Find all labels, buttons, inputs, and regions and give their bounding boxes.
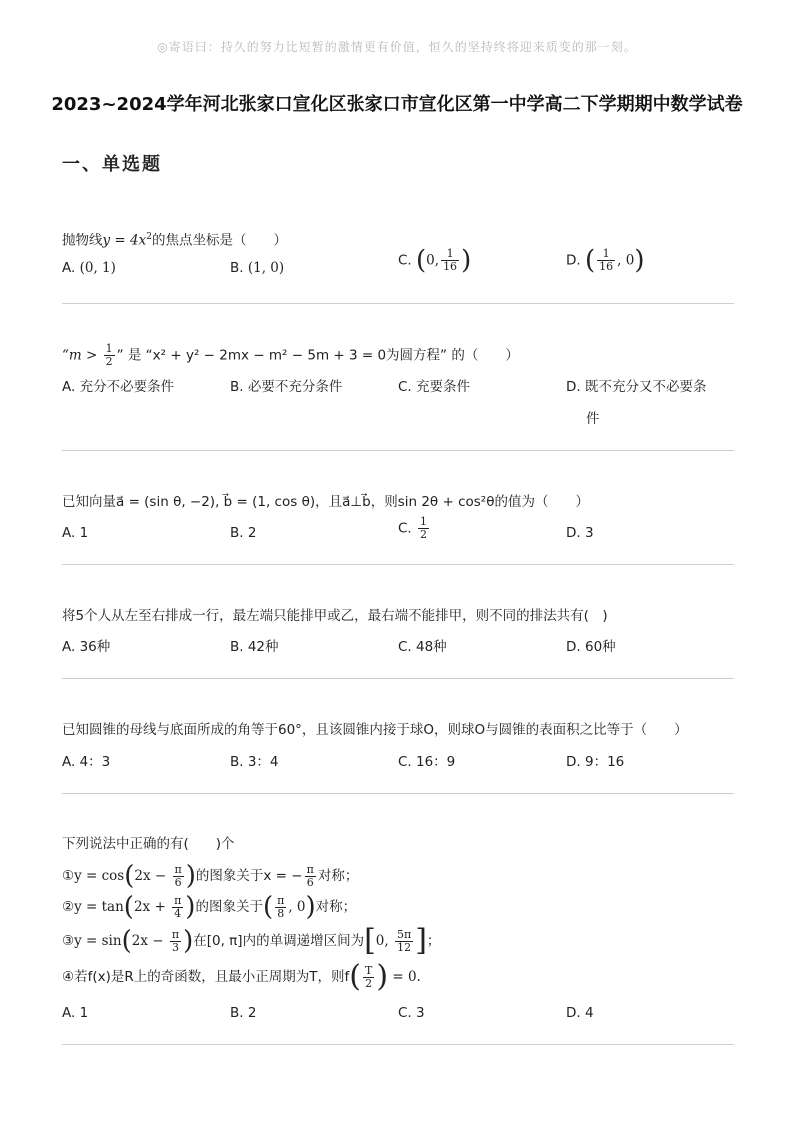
q3-option-d[interactable]: D. 3: [566, 525, 594, 541]
question-5-stem: 已知圆锥的母线与底面所成的角等于60°，且该圆锥内接于球O，则球O与圆锥的表面积之比等于（ ）: [62, 722, 688, 738]
q6-option-d[interactable]: D. 4: [566, 1005, 594, 1021]
q5-option-c[interactable]: C. 16：9: [398, 754, 456, 770]
q1-option-c-label: C.: [398, 252, 417, 269]
q6-statement-3: ③y = sin(2x − $\frac{\pi}{3}$ )在[0, π]内的单调递增区间为[0, $\frac{5\pi}{12}$ ]；: [62, 923, 441, 958]
q4-option-d[interactable]: D. 60种: [566, 639, 616, 655]
q1-text-post: 的焦点坐标是（ ）: [151, 232, 287, 249]
section-heading: 一、单选题: [62, 154, 162, 175]
q3-option-b[interactable]: B. 2: [230, 525, 257, 541]
q2-text-open: “m >: [62, 347, 102, 364]
q1-option-d[interactable]: D. ( $\frac{1}{16}$ , 0): [566, 245, 645, 276]
q4-option-c[interactable]: C. 48种: [398, 639, 447, 655]
divider: [62, 1044, 734, 1045]
q1-option-d-label: D.: [566, 252, 585, 269]
q1-option-b-label: B.: [230, 260, 248, 276]
question-4-stem: 将5个人从左至右排成一行，最左端只能排甲或乙，最右端不能排甲，则不同的排法共有( ): [62, 608, 608, 624]
q4-option-a[interactable]: A. 36种: [62, 639, 111, 655]
q6-option-b[interactable]: B. 2: [230, 1005, 257, 1021]
divider: [62, 303, 734, 304]
q2-option-d[interactable]: D. 既不充分又不必要条: [566, 379, 707, 395]
q6-statement-2: ②y = tan(2x + $\frac{\pi}{4}$ )的图象关于( $\frac{\pi}{8}$ , 0)对称；: [62, 892, 357, 922]
q2-option-a[interactable]: A. 充分不必要条件: [62, 379, 175, 395]
q6-statement-1: ①y = cos(2x − $\frac{\pi}{6}$ )的图象关于x = − $\frac{\pi}{6}$ 对称；: [62, 861, 359, 891]
q1-option-d-y: , 0: [617, 252, 635, 269]
q3-option-c-label: C.: [398, 520, 417, 537]
question-2-stem: [62, 343, 742, 368]
q1-option-b[interactable]: [230, 258, 284, 278]
q5-option-a[interactable]: A. 4：3: [62, 754, 111, 770]
q1-text: 抛物线: [62, 232, 103, 249]
divider: [62, 678, 734, 679]
q6-statement-4: ④若f(x)是R上的奇函数，且最小正周期为T，则f( $\frac{T}{2}$ ) = 0.: [62, 959, 421, 994]
q1-option-a-value: (0, 1): [79, 260, 116, 276]
divider: [62, 450, 734, 451]
q3-option-c-fraction: $\frac{1}{2}$: [420, 515, 428, 541]
divider: [62, 564, 734, 565]
q1-option-b-value: (1, 0): [247, 260, 285, 276]
q3-option-c[interactable]: [398, 516, 431, 541]
q5-option-d[interactable]: D. 9：16: [566, 754, 625, 770]
q4-option-b[interactable]: B. 42种: [230, 639, 279, 655]
q2-option-d-wrap[interactable]: 件: [586, 411, 600, 427]
q1-equation: y = 4x: [102, 232, 147, 249]
q1-option-c[interactable]: C. (0, $\frac{1}{16}$ ): [398, 245, 472, 276]
motto-header: ◎寄语曰：持久的努力比短暂的激情更有价值，恒久的坚持终将迎来质变的那一刻。: [157, 40, 637, 54]
q1-exponent: 2: [146, 232, 152, 242]
q5-option-b[interactable]: B. 3：4: [230, 754, 279, 770]
question-3-stem: 已知向量a⃗ = (sin θ, −2), b⃗ = (1, cos θ)，且a⃗⊥b⃗，则sin 2θ + cos²θ的值为（ ）: [62, 494, 589, 510]
question-6-stem: 下列说法中正确的有( )个: [62, 836, 235, 852]
q1-option-c-x: 0,: [426, 252, 440, 269]
page-title: 2023~2024学年河北张家口宣化区张家口市宣化区第一中学高二下学期期中数学试卷: [51, 94, 743, 115]
q2-text-mid: ” 是 “x² + y² − 2mx − m² − 5m + 3 = 0为圆方程” 的（ ）: [116, 347, 519, 364]
q1-option-a[interactable]: [62, 258, 116, 278]
q6-option-c[interactable]: C. 3: [398, 1005, 425, 1021]
q1-option-c-fraction: $\frac{1}{16}$: [443, 247, 458, 273]
q1-option-a-label: A.: [62, 260, 80, 276]
q6-option-a[interactable]: A. 1: [62, 1005, 89, 1021]
q2-fraction: $\frac{1}{2}$: [105, 342, 113, 368]
q2-option-c[interactable]: C. 充要条件: [398, 379, 471, 395]
q2-option-b[interactable]: B. 必要不充分条件: [230, 379, 343, 395]
q1-option-d-fraction: $\frac{1}{16}$: [599, 247, 614, 273]
divider: [62, 793, 734, 794]
q3-option-a[interactable]: A. 1: [62, 525, 89, 541]
